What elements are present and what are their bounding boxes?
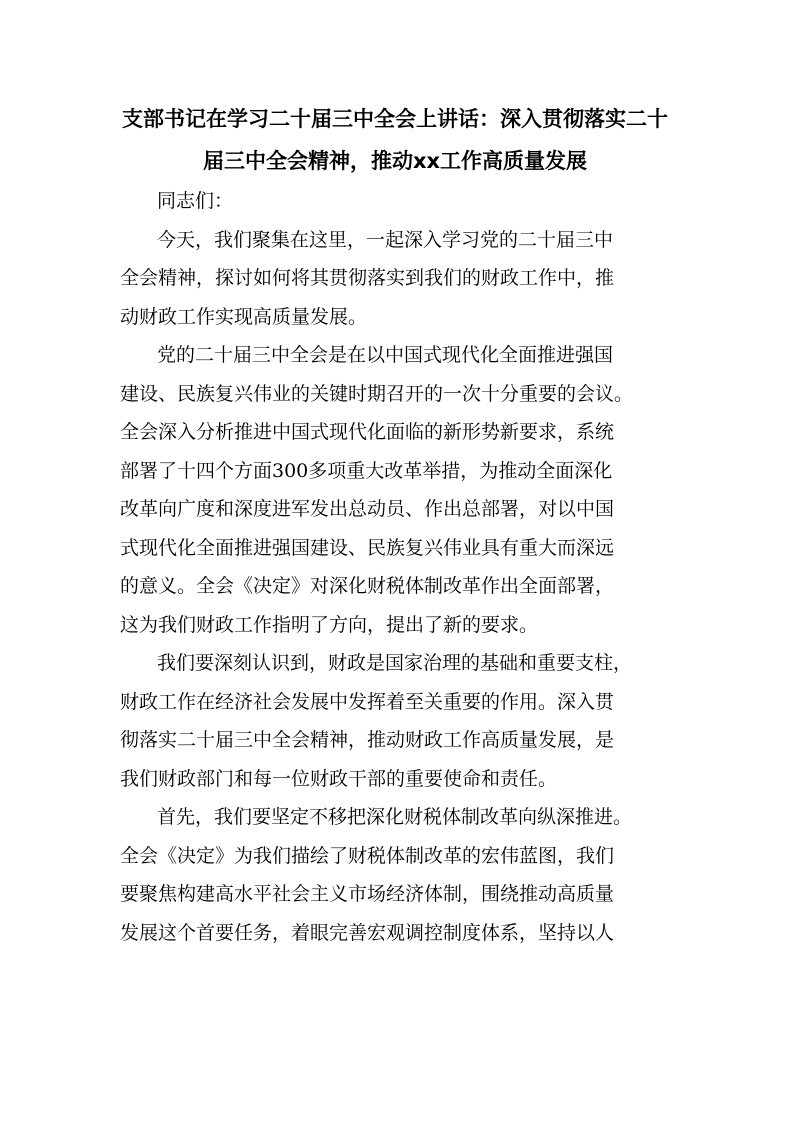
paragraph-line: 发展这个首要任务，着眼完善宏观调控制度体系，坚持以人 [120, 921, 615, 944]
paragraph-line: 建设、民族复兴伟业的关键时期召开的一次十分重要的会议。 [120, 382, 634, 405]
paragraph-line: 式现代化全面推进强国建设、民族复兴伟业具有重大而深远 [120, 536, 615, 559]
paragraph-line: 彻落实二十届三中全会精神，推动财政工作高质量发展，是 [120, 729, 615, 751]
paragraph-line: 我们要深刻认识到，财政是国家治理的基础和重要支柱， [157, 652, 633, 674]
paragraph-line: 的意义。全会《决定》对深化财税体制改革作出全面部署， [120, 575, 615, 597]
paragraph-line: 改革向广度和深度进军发出总动员、作出总部署，对以中国 [120, 498, 615, 520]
paragraph-4 [120, 798, 680, 952]
paragraph-2 [120, 336, 680, 644]
paragraph-line: 这为我们财政工作指明了方向，提出了新的要求。 [120, 613, 539, 636]
paragraph-1 [120, 221, 680, 337]
paragraph-line: 动财政工作实现高质量发展。 [120, 305, 368, 328]
document-body [120, 182, 680, 952]
paragraph-line: 今天，我们聚集在这里，一起深入学习党的二十届三中 [157, 228, 614, 251]
paragraph-line: 我们财政部门和每一位财政干部的重要使命和责任。 [120, 767, 558, 790]
paragraph-line: 全会深入分析推进中国式现代化面临的新形势新要求，系统 [120, 421, 615, 443]
paragraph-line: 部署了十四个方面300多项重大改革举措，为推动全面深化 [120, 459, 613, 482]
paragraph-line: 党的二十届三中全会是在以中国式现代化全面推进强国 [157, 344, 614, 366]
paragraph-line: 全会精神，探讨如何将其贯彻落实到我们的财政工作中，推 [120, 267, 615, 289]
salutation: 同志们： [157, 190, 234, 212]
title-line-1: 支部书记在学习二十届三中全会上讲话：深入贯彻落实二十 [122, 107, 668, 131]
document-title [100, 98, 690, 182]
paragraph-line: 财政工作在经济社会发展中发挥着至关重要的作用。深入贯 [120, 690, 615, 713]
paragraph-3 [120, 644, 680, 798]
paragraph-line: 首先，我们要坚定不移把深化财税体制改革向纵深推进。 [157, 806, 633, 828]
title-line-2: 届三中全会精神，推动xx工作高质量发展 [202, 149, 588, 173]
paragraph-line: 全会《决定》为我们描绘了财税体制改革的宏伟蓝图，我们 [120, 844, 615, 867]
paragraph-line: 要聚焦构建高水平社会主义市场经济体制，围绕推动高质量 [120, 883, 615, 905]
